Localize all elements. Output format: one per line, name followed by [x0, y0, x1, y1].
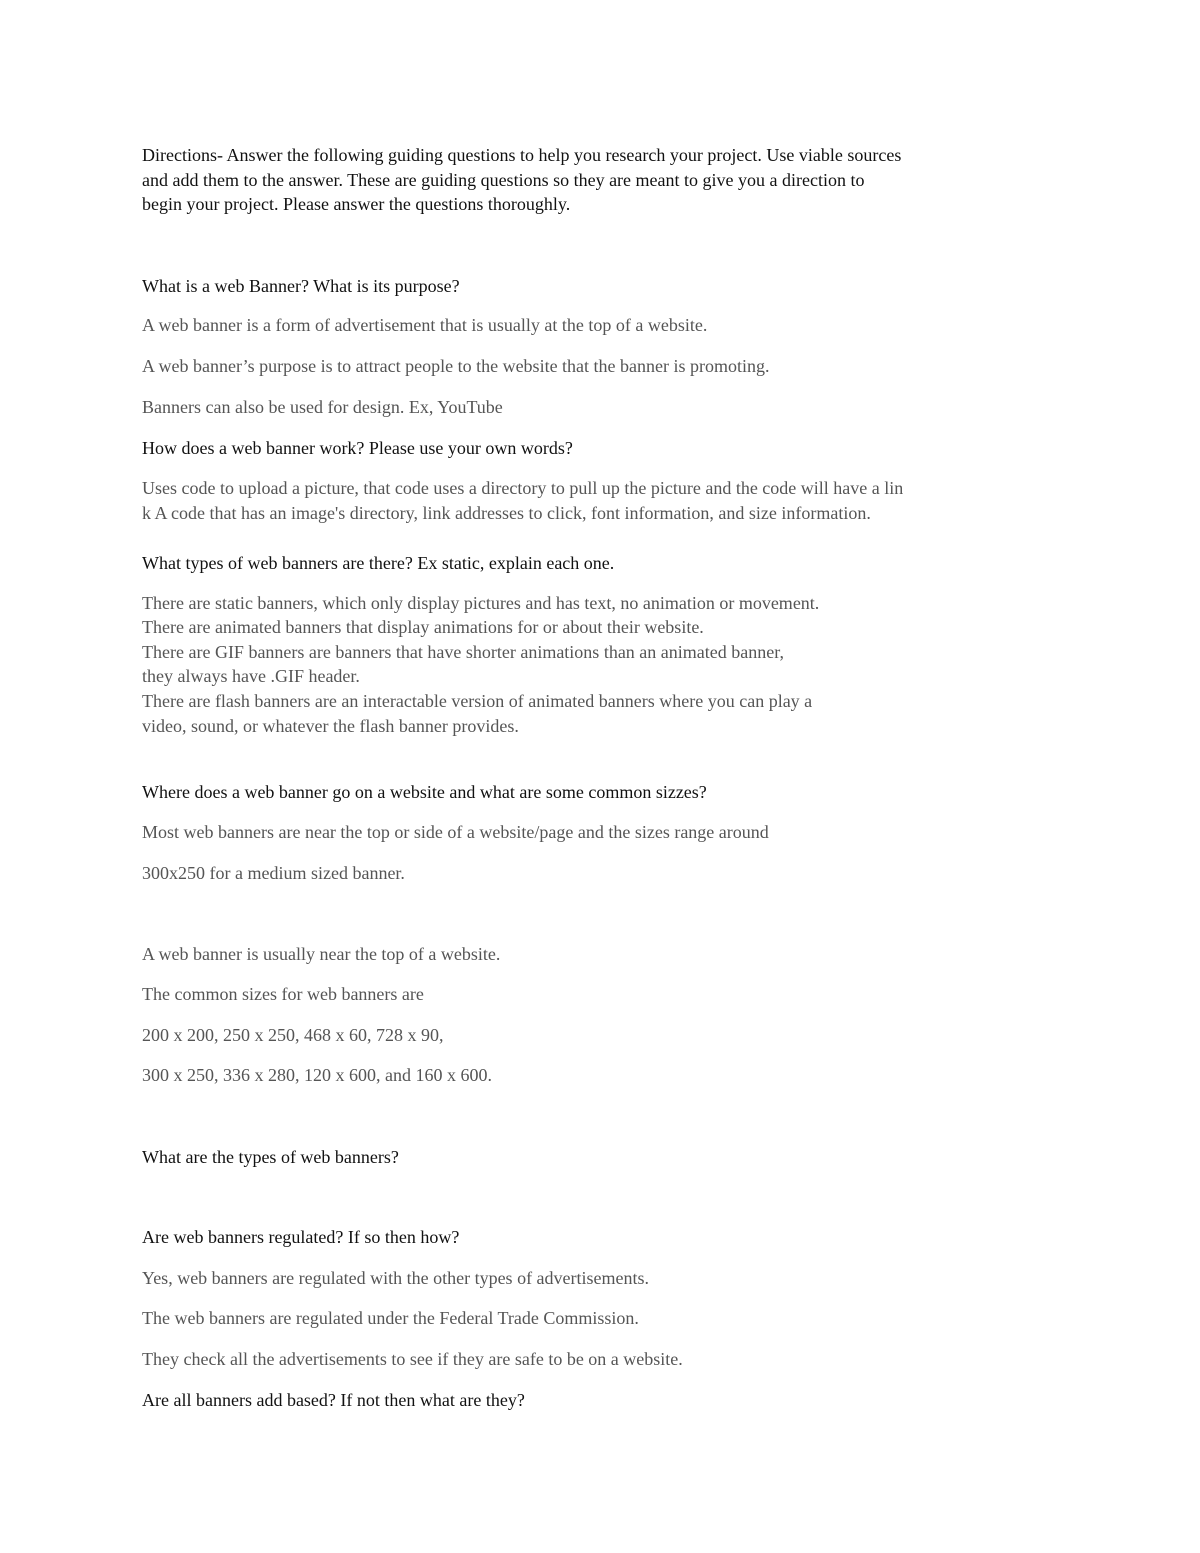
- answer-2-line-2: k A code that has an image's directory, link addresses to click, font information, and size information.: [142, 503, 871, 523]
- answer-6-line-1: Yes, web banners are regulated with the other types of advertisements.: [142, 1268, 650, 1288]
- answer-3-line-3: There are GIF banners are banners that have shorter animations than an animated banner,: [142, 642, 785, 662]
- directions-line-1: Directions- Answer the following guiding questions to help you research your project. Use viable sources: [142, 145, 902, 165]
- directions-line-2: and add them to the answer. These are guiding questions so they are meant to give you a direction to: [142, 170, 865, 190]
- answer-6-line-2: The web banners are regulated under the Federal Trade Commission.: [142, 1308, 639, 1328]
- question-4: Where does a web banner go on a website and what are some common sizzes?: [142, 782, 707, 802]
- question-3: What types of web banners are there? Ex static, explain each one.: [142, 553, 615, 573]
- answer-1-line-1: A web banner is a form of advertisement that is usually at the top of a website.: [142, 315, 708, 335]
- answer-4-line-6: 300 x 250, 336 x 280, 120 x 600, and 160 x 600.: [142, 1065, 492, 1085]
- question-7: Are all banners add based? If not then what are they?: [142, 1390, 525, 1410]
- answer-4-line-3: A web banner is usually near the top of a website.: [142, 944, 501, 964]
- answer-4-line-4: The common sizes for web banners are: [142, 984, 424, 1004]
- answer-3-line-1: There are static banners, which only display pictures and has text, no animation or movement.: [142, 593, 820, 613]
- answer-3-line-2: There are animated banners that display animations for or about their website.: [142, 617, 704, 637]
- answer-1-line-3: Banners can also be used for design. Ex, YouTube: [142, 397, 503, 417]
- answer-2-line-1: Uses code to upload a picture, that code uses a directory to pull up the picture and the code will have a lin: [142, 478, 904, 498]
- question-6: Are web banners regulated? If so then how?: [142, 1227, 460, 1247]
- answer-3-line-4: they always have .GIF header.: [142, 666, 360, 686]
- question-1: What is a web Banner? What is its purpose?: [142, 276, 460, 296]
- answer-4-line-2: 300x250 for a medium sized banner.: [142, 863, 405, 883]
- question-2: How does a web banner work? Please use your own words?: [142, 438, 573, 458]
- answer-4-line-5: 200 x 200, 250 x 250, 468 x 60, 728 x 90,: [142, 1025, 444, 1045]
- answer-4-line-1: Most web banners are near the top or side of a website/page and the sizes range around: [142, 822, 769, 842]
- answer-3-line-6: video, sound, or whatever the flash banner provides.: [142, 716, 519, 736]
- answer-1-line-2: A web banner’s purpose is to attract people to the website that the banner is promoting.: [142, 356, 770, 376]
- answer-3-line-5: There are flash banners are an interactable version of animated banners where you can play a: [142, 691, 813, 711]
- answer-6-line-3: They check all the advertisements to see if they are safe to be on a website.: [142, 1349, 683, 1369]
- directions-line-3: begin your project. Please answer the questions thoroughly.: [142, 194, 571, 214]
- question-5: What are the types of web banners?: [142, 1147, 399, 1167]
